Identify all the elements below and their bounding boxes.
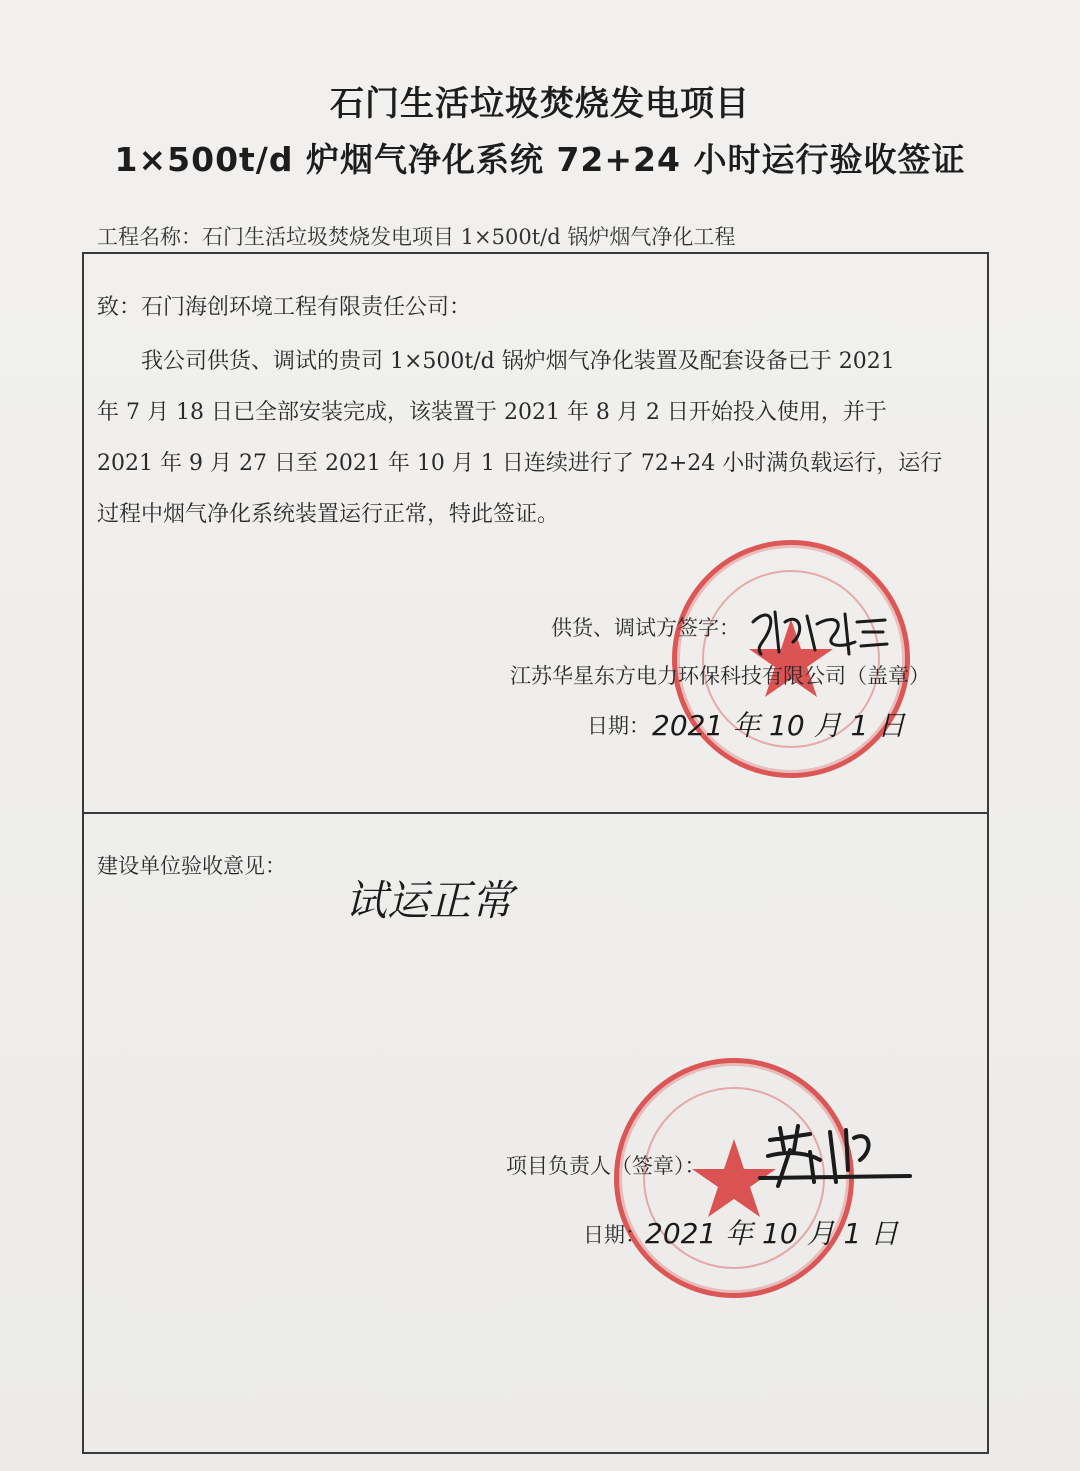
manager-date-label: 日期： [583,1223,646,1247]
project-manager-label: 项目负责人（签章）： [506,1154,706,1178]
body-paragraph [97,336,975,540]
body-line: 我公司供货、调试的贵司 1×500t/d 锅炉烟气净化装置及配套设备已于 2021 [141,349,895,374]
acceptance-handwritten: 试运正常 [345,876,514,925]
project-manager-signature [750,1120,920,1190]
project-name: 工程名称：石门生活垃圾焚烧发电项目 1×500t/d 锅炉烟气净化工程 [97,225,736,249]
acceptance-opinion-label: 建设单位验收意见： [97,854,286,878]
supplier-date: 2021 年 10 月 1 日 [652,709,906,742]
supplier-company-name: 江苏华星东方电力环保科技有限公司（盖章） [510,664,930,688]
supplier-date-label: 日期： [587,714,650,738]
addressee: 致：石门海创环境工程有限责任公司： [97,295,472,320]
document-title-line1: 石门生活垃圾焚烧发电项目 [330,84,750,124]
body-line: 年 7 月 18 日已全部安装完成，该装置于 2021 年 8 月 2 日开始投入使用，并于 [97,400,887,425]
body-line: 2021 年 9 月 27 日至 2021 年 10 月 1 日连续进行了 72+24 小时满负载运行，运行 [97,451,943,476]
supplier-sign-label: 供货、调试方签字： [551,616,740,640]
body-line: 过程中烟气净化系统装置运行正常，特此签证。 [97,502,560,527]
manager-date: 2021 年 10 月 1 日 [645,1217,899,1250]
supplier-signature [745,602,895,662]
document-title-line2: 1×500t/d 炉烟气净化系统 72+24 小时运行验收签证 [114,140,966,179]
section-divider [82,812,989,814]
